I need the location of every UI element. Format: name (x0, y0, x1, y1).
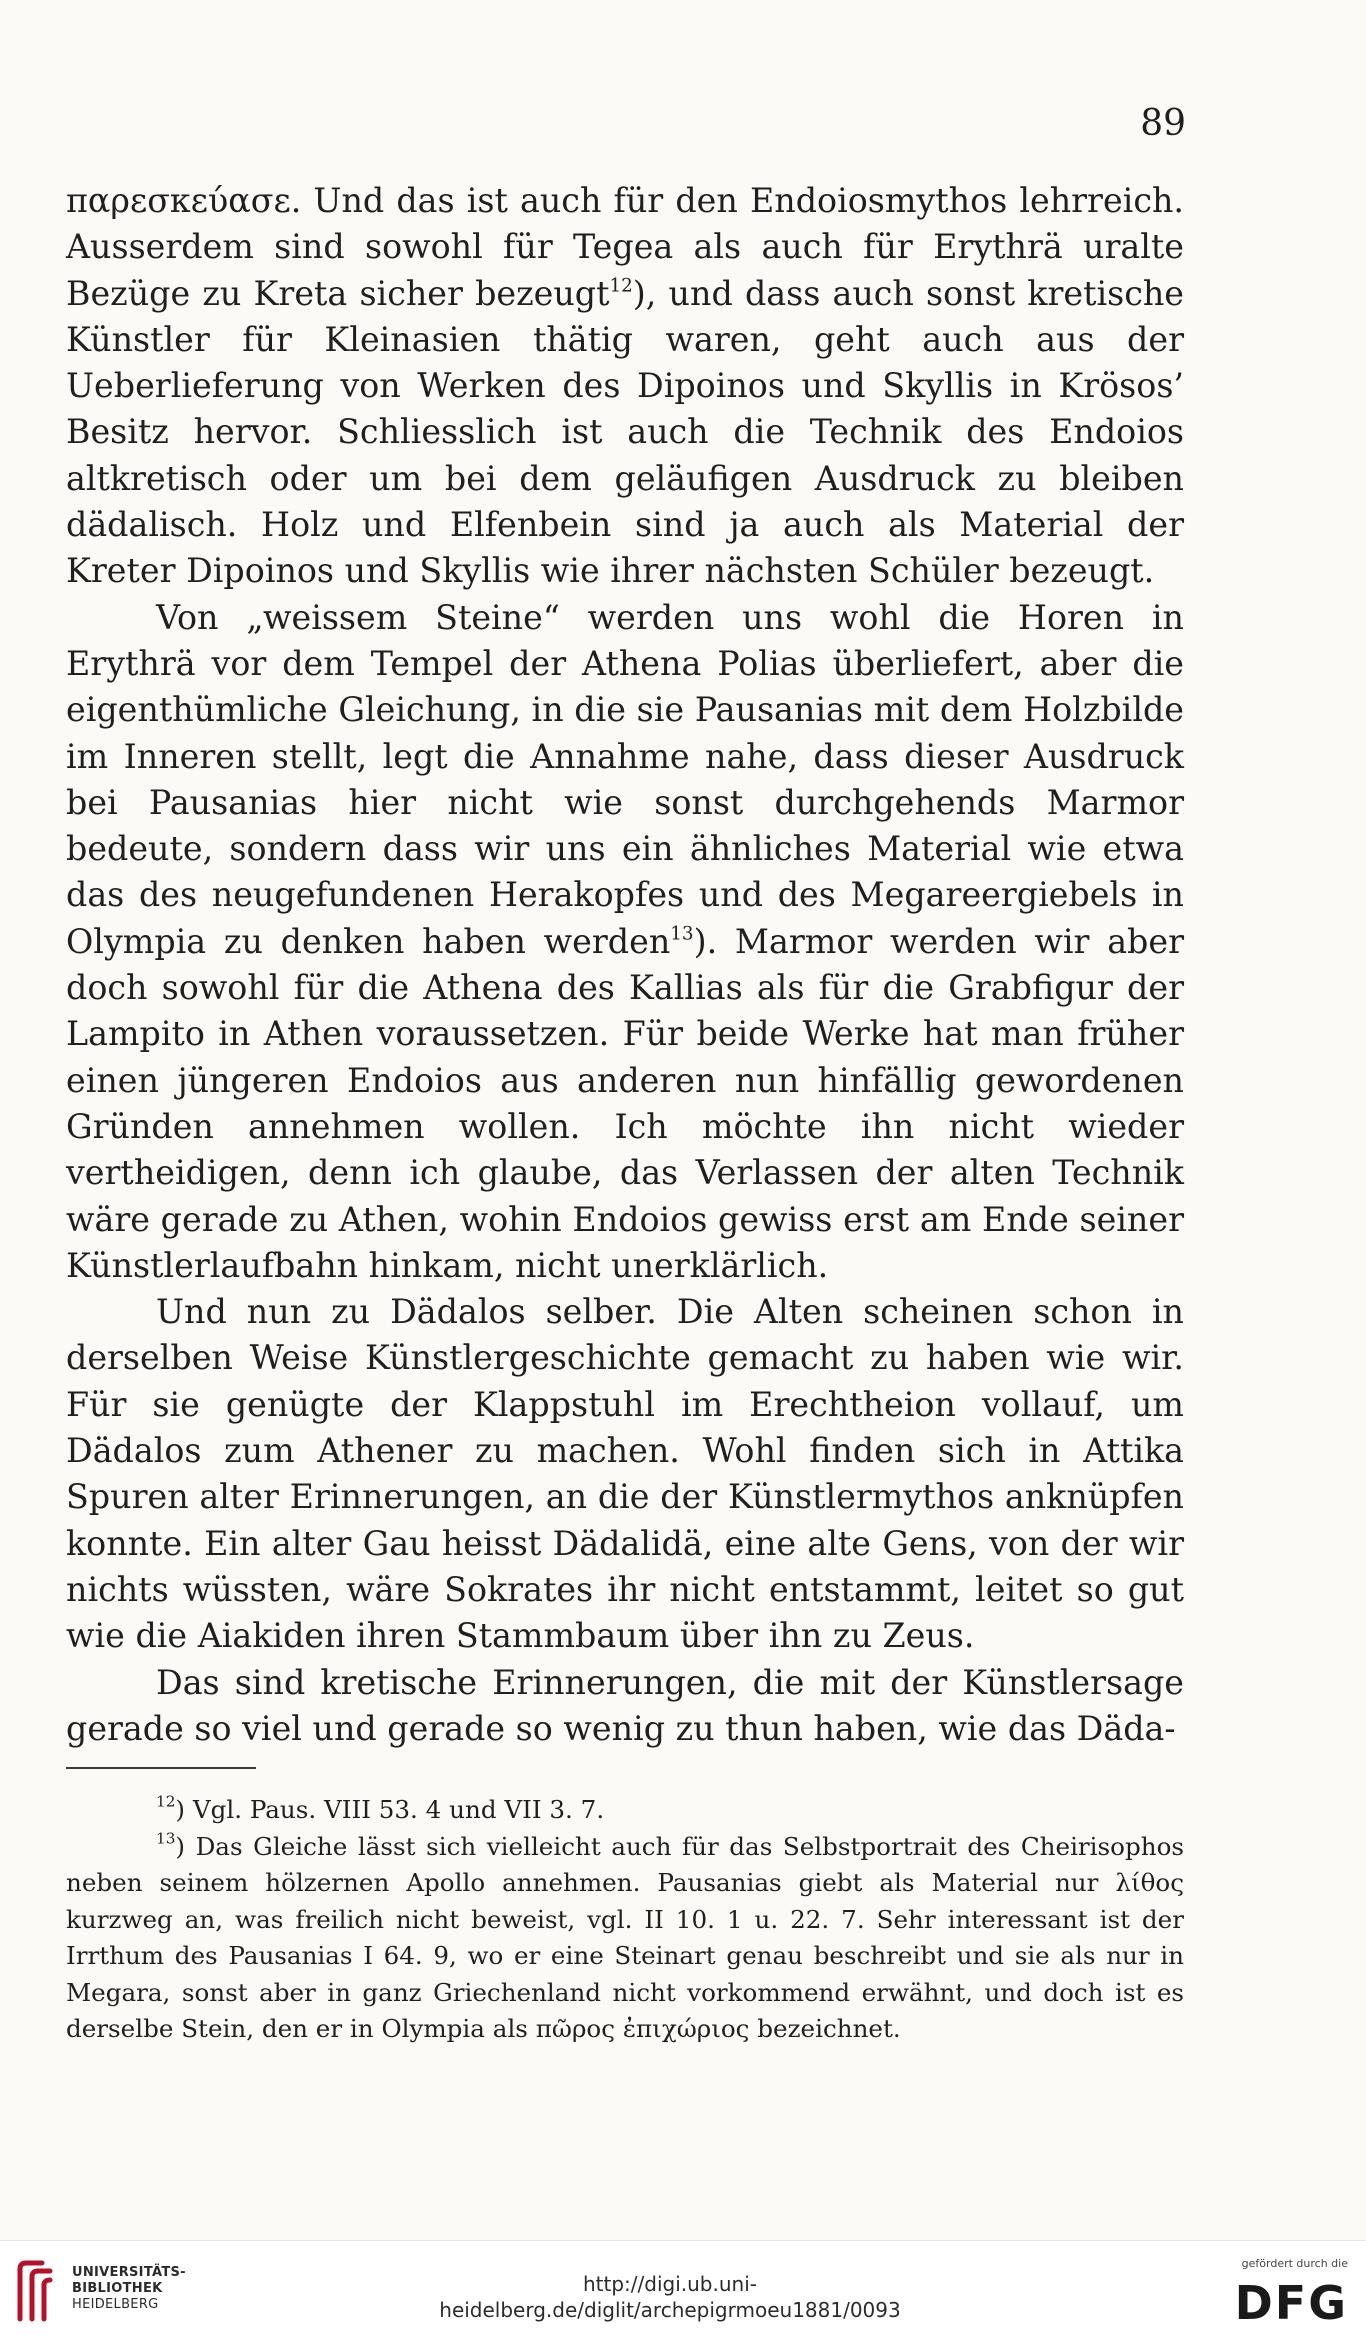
library-name-line-3: HEIDELBERG (72, 2297, 159, 2312)
footnote-mark-12: 12 (156, 1792, 176, 1811)
university-library-logo-icon[interactable] (12, 2259, 56, 2323)
dfg-logo[interactable]: DFG (1234, 2276, 1348, 2330)
paragraph-3: Und nun zu Dädalos selber. Die Alten scheinen schon in derselben Weise Künstlergeschichte gemacht zu haben wie wir. Für sie genügte der Klappstuhl im Erechtheion vollauf, um Dädalos zum Athener zu machen. Wohl finden sich in Attika Spuren alter Erinnerungen, an die der Künstlermythos anknüpfen konnte. Ein alter Gau heisst Dädalidä, eine alte Gens, von der wir nichts wüssten, wäre Sokrates ihr nicht entstammt, leitet so gut wie die Aiakiden ihren Stammbaum über ihn zu Zeus. (66, 1292, 1184, 1656)
footnotes (66, 1792, 1184, 2048)
footnote-ref-12[interactable]: 12 (609, 274, 633, 296)
paragraph-2 (66, 595, 1184, 1289)
library-name-line-2: BIBLIOTHEK (72, 2281, 163, 2296)
paragraph-1-part-a: παρεσκεύασε. Und das ist auch für den Endoiosmythos lehrreich. Ausserdem sind sowohl für Tegea als auch für Erythrä uralte Bezüge zu Kreta sicher bezeugt (66, 181, 1184, 313)
university-library-name (72, 2265, 186, 2313)
footnote-12 (66, 1792, 1184, 1829)
viewer-footer (0, 2240, 1366, 2342)
footnote-12-text: ) Vgl. Paus. VIII 53. 4 und VII 3. 7. (175, 1795, 605, 1824)
main-text (66, 178, 1184, 1752)
paragraph-2-part-b: ). Marmor werden wir aber doch sowohl für die Athena des Kallias als für die Grabfigur der Lampito in Athen voraussetzen. Für beide Werke hat man früher einen jüngeren Endoios aus anderen nun hinfällig gewordenen Gründen annehmen wollen. Ich möchte ihn nicht wieder vertheidigen, denn ich glaube, das Verlassen der alten Technik wäre gerade zu Athen, wohin Endoios gewiss erst am Ende seiner Künstlerlaufbahn hinkam, nicht unerklärlich. (66, 921, 1184, 1285)
footnote-mark-13: 13 (156, 1829, 176, 1848)
footnote-13 (66, 1829, 1184, 2048)
sponsor-caption: gefördert durch die (1241, 2257, 1348, 2270)
paragraph-4: Das sind kretische Erinnerungen, die mit der Künstlersage gerade so viel und gerade so wenig zu thun haben, wie das Däda- (66, 1662, 1184, 1748)
paragraph-1 (66, 178, 1184, 595)
permalink-url[interactable]: http://digi.ub.uni-heidelberg.de/diglit/archepigrmoeu1881/0093 (439, 2272, 901, 2322)
footnote-ref-13[interactable]: 13 (670, 923, 694, 945)
footnote-13-text: ) Das Gleiche lässt sich vielleicht auch für das Selbstportrait des Cheirisophos neben seinem hölzernen Apollo annehmen. Pausanias giebt als Material nur λίθος kurzweg an, was freilich nicht beweist, vgl. II 10. 1 u. 22. 7. Sehr interessant ist der Irrthum des Pausanias I 64. 9, wo er eine Steinart genau beschreibt und sie als nur in Megara, sonst aber in ganz Griechenland nicht vorkommend erwähnt, und doch ist es derselbe Stein, den er in Olympia als πῶρος ἐπιχώριος bezeichnet. (66, 1831, 1184, 2043)
footnote-divider (66, 1767, 256, 1769)
library-name-line-1: UNIVERSITÄTS- (72, 2265, 186, 2280)
page-number: 89 (1140, 103, 1186, 144)
paragraph-1-part-b: ), und dass auch sonst kretische Künstler für Kleinasien thätig waren, geht auch aus der Ueberlieferung von Werken des Dipoinos und Skyllis in Krösos’ Besitz hervor. Schliesslich ist auch die Technik des Endoios altkretisch oder um bei dem geläufigen Ausdruck zu bleiben dädalisch. Holz und Elfenbein sind ja auch als Material der Kreter Dipoinos und Skyllis wie ihrer nächsten Schüler bezeugt. (66, 273, 1184, 591)
paragraph-2-part-a: Von „weissem Steine“ werden uns wohl die Horen in Erythrä vor dem Tempel der Athena Polias überliefert, aber die eigenthümliche Gleichung, in die sie Pausanias mit dem Holzbilde im Inneren stellt, legt die Annahme nahe, dass dieser Ausdruck bei Pausanias hier nicht wie sonst durchgehends Marmor bedeute, sondern dass wir uns ein ähnliches Material wie etwa das des neugefundenen Herakopfes und des Megareergiebels in Olympia zu denken haben werden (66, 597, 1184, 961)
